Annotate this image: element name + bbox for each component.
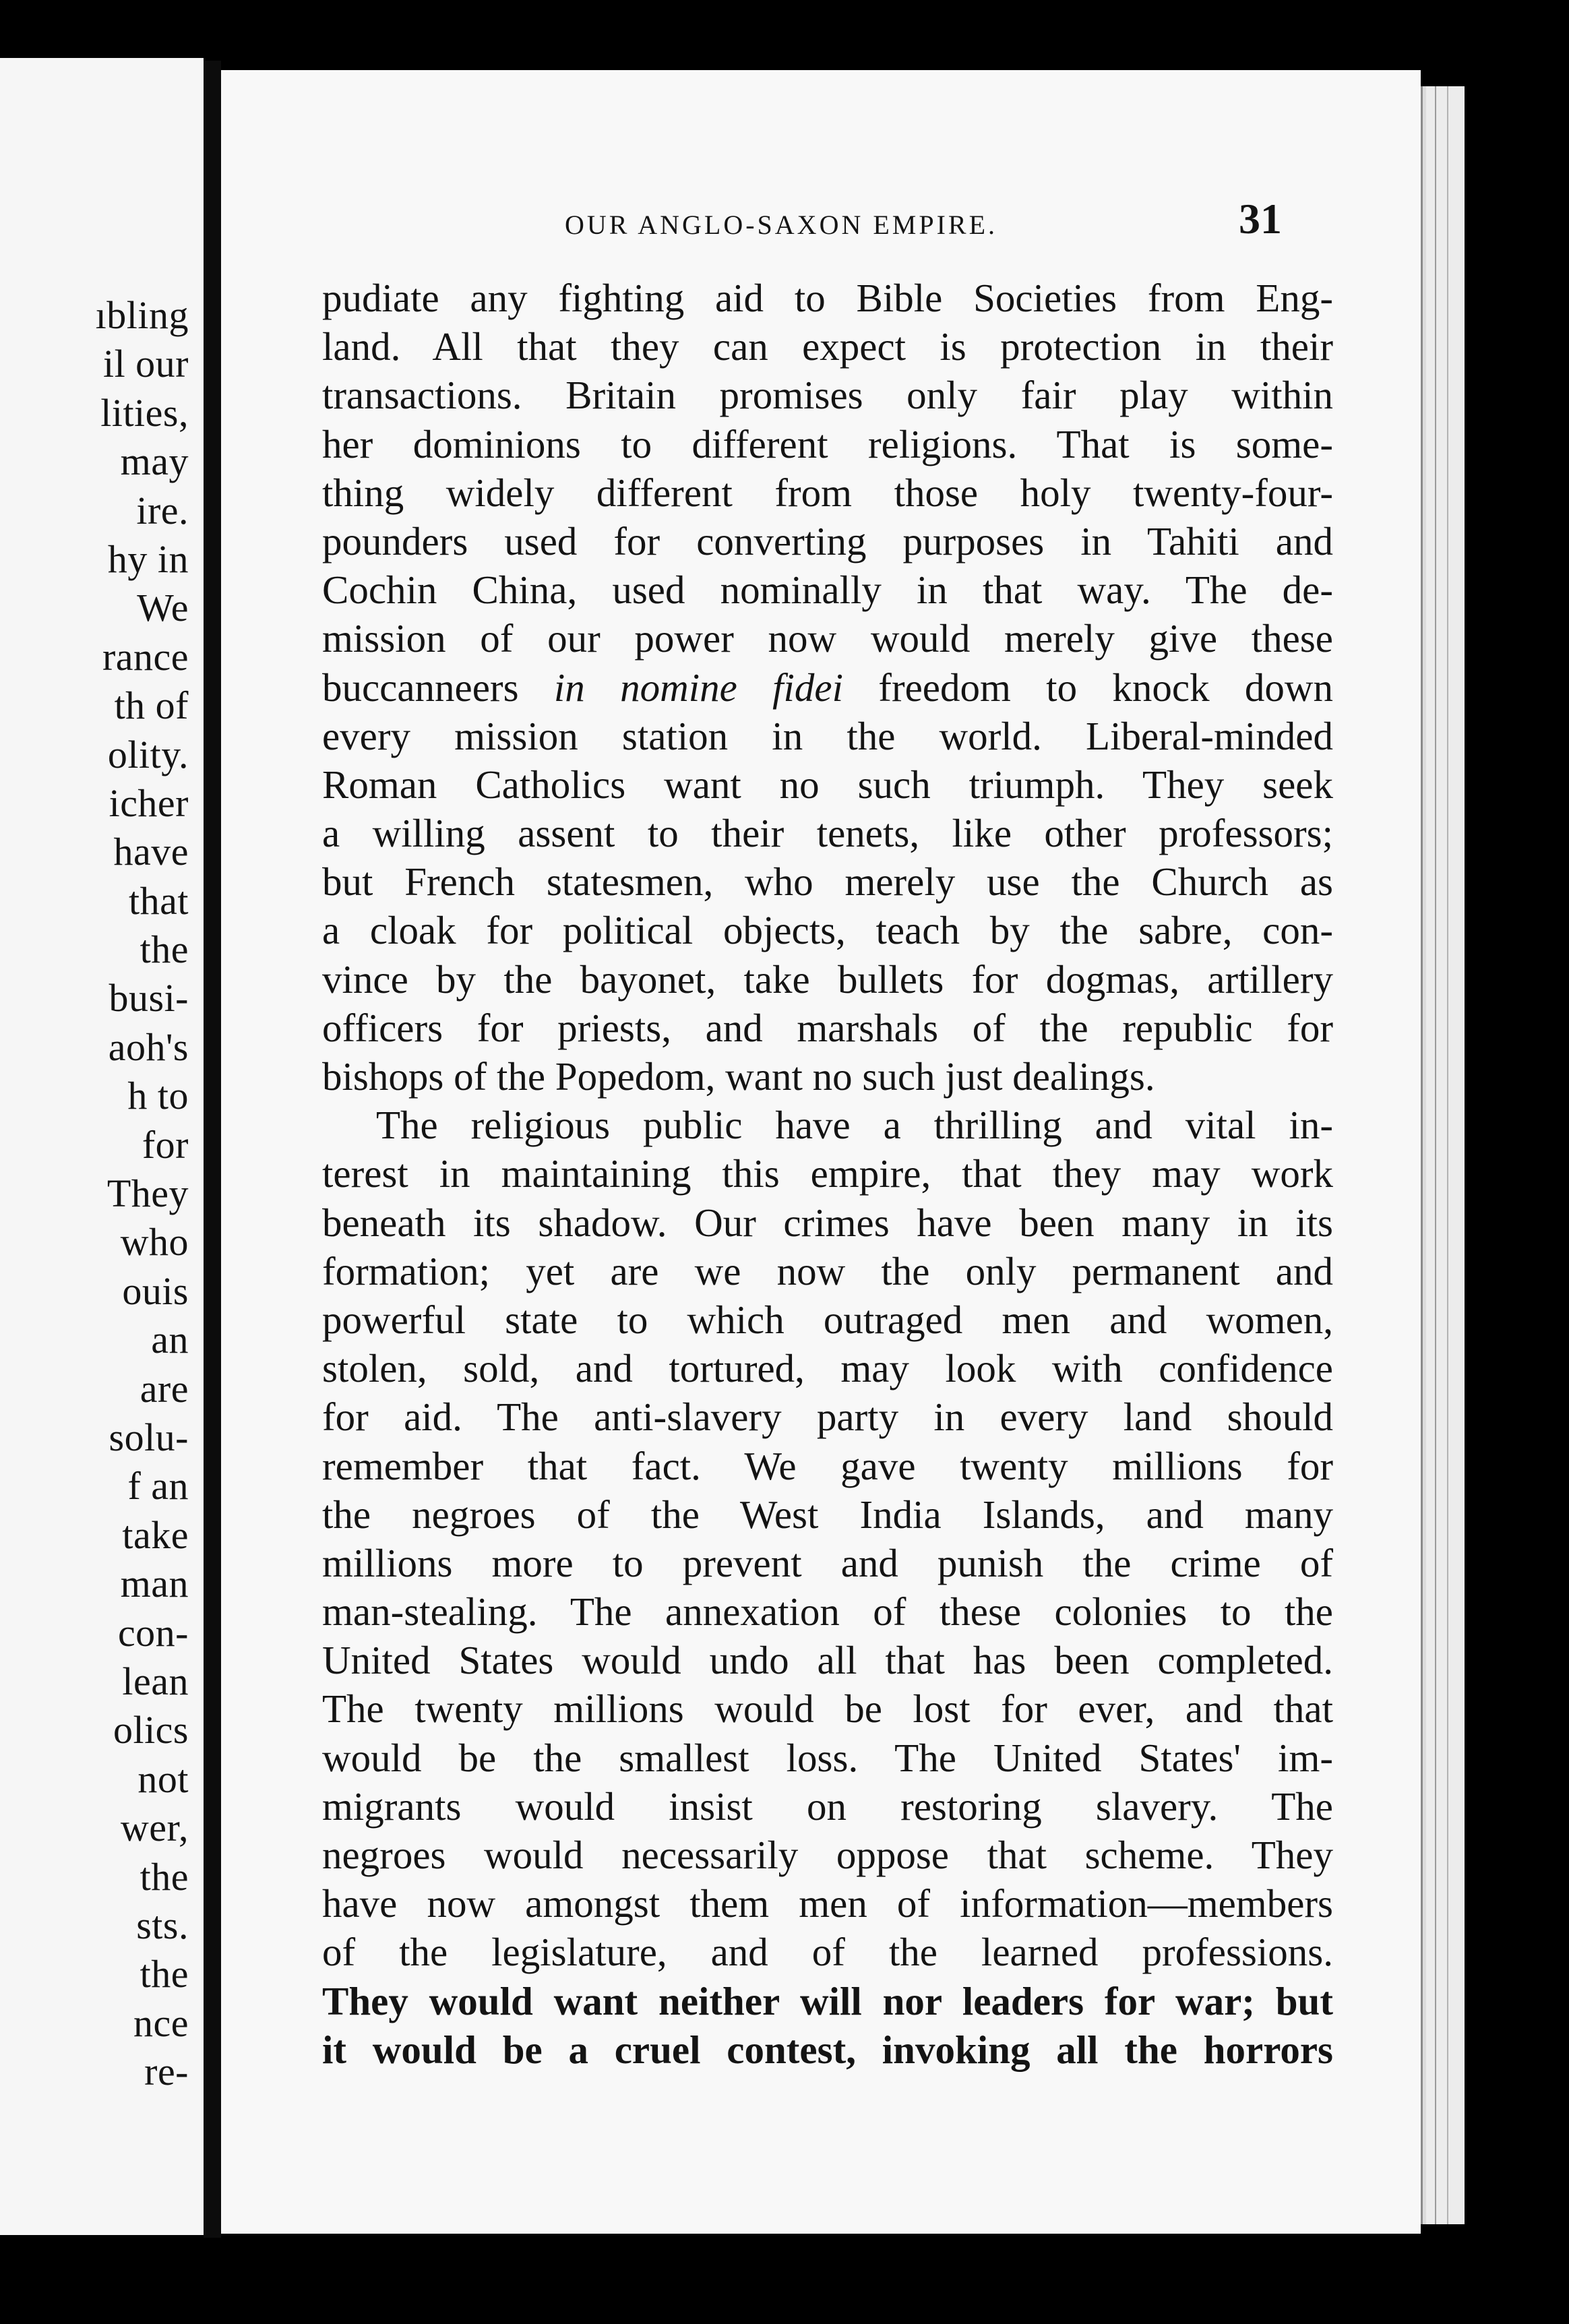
previous-page-text — [0, 291, 189, 2096]
left-line: They — [106, 1171, 189, 1216]
running-title: OUR ANGLO-SAXON EMPIRE. — [565, 210, 998, 240]
left-line: for — [142, 1122, 189, 1167]
paragraph-start-line: The religious public have a thrilling and vital in- — [376, 1103, 1333, 1148]
left-line: th of — [114, 683, 189, 728]
text-line: The twenty millions would be lost for ever, and that — [322, 1686, 1333, 1732]
text-line: thing widely different from those holy twenty-four- — [322, 470, 1333, 515]
left-line: the — [140, 927, 189, 972]
left-line: h to — [127, 1074, 189, 1118]
left-line: may — [120, 439, 189, 484]
text-line: have now amongst them men of information—members — [322, 1881, 1333, 1926]
left-line: f an — [127, 1464, 189, 1508]
text-line: a cloak for political objects, teach by the sabre, con- — [322, 908, 1333, 953]
text-line: negroes would necessarily oppose that scheme. They — [322, 1833, 1333, 1877]
book-page — [221, 70, 1421, 2234]
left-line: lean — [122, 1659, 189, 1703]
left-line: are — [140, 1366, 189, 1411]
text-line: man-stealing. The annexation of these colonies to the — [322, 1589, 1333, 1634]
text-line: United States would undo all that has been completed. — [322, 1638, 1333, 1683]
text-line: remember that fact. We gave twenty millions for — [322, 1443, 1333, 1488]
text-line: Roman Catholics want no such triumph. They seek — [322, 762, 1333, 807]
line-start: buccanneers — [322, 665, 554, 710]
left-line: an — [151, 1318, 189, 1362]
italic-phrase: in nomine fidei — [553, 665, 843, 710]
text-line: Cochin China, used nominally in that way. The de- — [322, 568, 1333, 613]
left-line: solu- — [109, 1415, 189, 1459]
text-line: mission of our power now would merely give these — [322, 616, 1333, 661]
text-line: officers for priests, and marshals of the republic for — [322, 1005, 1333, 1050]
text-line: migrants would insist on restoring slavery. The — [322, 1783, 1333, 1829]
body-text — [322, 274, 1333, 2074]
left-line: have — [113, 830, 189, 874]
text-line: vince by the bayonet, take bullets for dogmas, artillery — [322, 956, 1333, 1002]
left-line: nce — [133, 2000, 189, 2045]
left-line: that — [129, 878, 189, 923]
text-line: beneath its shadow. Our crimes have been many in its — [322, 1200, 1333, 1245]
running-header — [221, 194, 1421, 248]
text-line: the negroes of the West India Islands, and many — [322, 1492, 1333, 1537]
text-line: transactions. Britain promises only fair play within — [322, 373, 1333, 418]
left-line: hy in — [107, 537, 189, 581]
text-line: of the legislature, and of the learned professions. — [322, 1930, 1333, 1975]
left-line: who — [120, 1220, 189, 1264]
text-line: powerful state to which outraged men and women, — [322, 1297, 1333, 1342]
left-line: icher — [109, 781, 189, 825]
left-line: sts. — [136, 1903, 189, 1947]
text-line: every mission station in the world. Liberal-minded — [322, 713, 1333, 758]
left-line: olics — [113, 1708, 189, 1752]
previous-page-fragment — [0, 58, 204, 2235]
left-line: con- — [117, 1610, 189, 1655]
left-line: lities, — [100, 390, 189, 435]
text-line: a willing assent to their tenets, like other professors; — [322, 811, 1333, 856]
text-line: for aid. The anti-slavery party in every land should — [322, 1395, 1333, 1440]
text-line: formation; yet are we now the only permanent and — [322, 1248, 1333, 1293]
left-line: the — [140, 1952, 189, 1996]
text-line: but French statesmen, who merely use the Church as — [322, 859, 1333, 905]
left-line: olity. — [107, 732, 189, 776]
left-line: man — [120, 1562, 189, 1606]
text-line: stolen, sold, and tortured, may look with confidence — [322, 1346, 1333, 1391]
left-line: ire. — [136, 488, 189, 532]
left-line: the — [140, 1854, 189, 1899]
line-end: freedom to knock down — [842, 665, 1334, 710]
left-line: re- — [144, 2050, 189, 2094]
paragraph-end-line: bishops of the Popedom, want no such just dealings. — [322, 1054, 1155, 1099]
text-line: it would be a cruel contest, invoking all the horrors — [322, 2027, 1333, 2072]
left-line: busi- — [109, 976, 189, 1020]
left-line: rance — [102, 634, 189, 679]
text-line: land. All that they can expect is protection in their — [322, 324, 1333, 369]
page-edge-line — [1435, 86, 1436, 2224]
text-line: would be the smallest loss. The United States' im- — [322, 1735, 1333, 1780]
left-line: We — [137, 586, 189, 630]
left-line: ouis — [122, 1268, 189, 1313]
text-line: terest in maintaining this empire, that they may work — [322, 1151, 1333, 1196]
page-edge-line — [1447, 86, 1448, 2224]
text-line: pounders used for converting purposes in Tahiti and — [322, 518, 1333, 563]
left-line: aoh's — [108, 1025, 189, 1069]
page-edges — [1421, 86, 1465, 2224]
left-line: take — [122, 1512, 189, 1557]
page-number: 31 — [1239, 195, 1282, 243]
book-gutter — [204, 61, 221, 2238]
left-line: il our — [102, 342, 189, 386]
left-line: wer, — [120, 1806, 189, 1850]
left-line: ıbling — [95, 293, 189, 337]
text-line: pudiate any fighting aid to Bible Societies from Eng- — [322, 276, 1333, 320]
text-line: millions more to prevent and punish the crime of — [322, 1540, 1333, 1585]
left-line: not — [137, 1756, 189, 1801]
text-line: They would want neither will nor leaders for war; but — [322, 1978, 1333, 2023]
text-line: her dominions to different religions. That is some- — [322, 421, 1333, 466]
text-line — [322, 663, 1333, 712]
